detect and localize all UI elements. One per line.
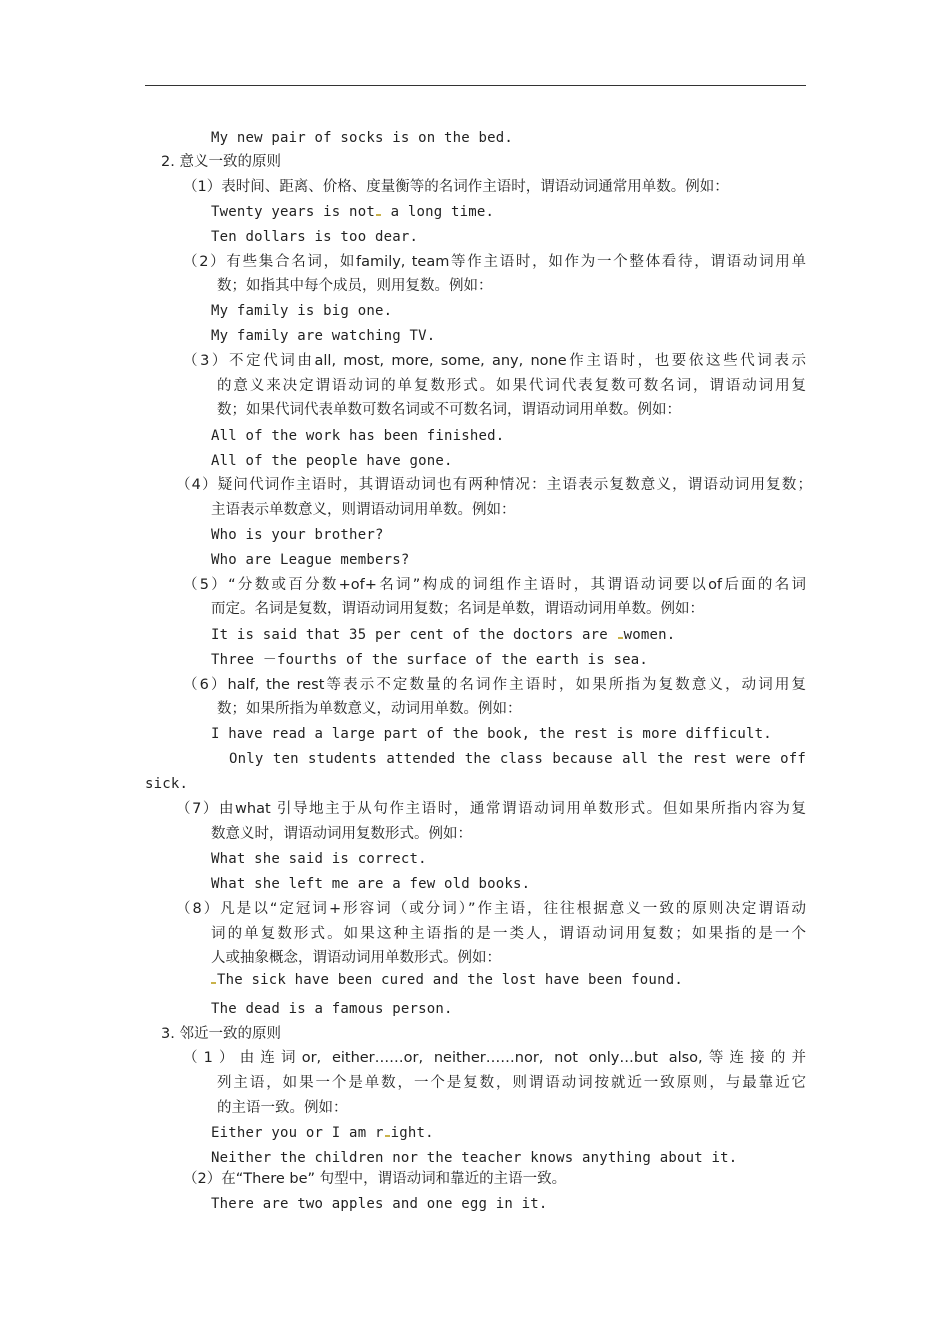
example-sentence: I have read a large part of the book, the rest is more difficult.: [211, 726, 772, 742]
rule-paragraph: 主语表示单数意义，则谓语动词用单数。例如：: [211, 502, 516, 518]
rule-paragraph: 人或抽象概念，谓语动词用单数形式。例如：: [211, 950, 501, 966]
example-sentence: Three －fourths of the surface of the earth is sea.: [211, 652, 649, 668]
example-sentence: The sick have been cured and the lost have been found.: [211, 971, 683, 989]
rule-paragraph: 词的单复数形式。如果这种主语指的是一类人，谓语动词用复数；如果指的是一个: [211, 926, 806, 942]
example-sentence: There are two apples and one egg in it.: [211, 1196, 548, 1212]
example-sentence: Who are League members?: [211, 552, 410, 568]
example-sentence: All of the people have gone.: [211, 453, 453, 469]
header-rule: [145, 85, 806, 86]
rule-paragraph: 列主语，如果一个是单数，一个是复数，则谓语动词按就近一致原则，与最靠近它: [217, 1075, 806, 1091]
rule-paragraph: （6）half, the rest等表示不定数量的名词作主语时，如果所指为复数意义，动词用复: [183, 677, 806, 693]
example-sentence: Twenty years is not a long time.: [211, 204, 495, 220]
section-heading: 3. 邻近一致的原则: [161, 1026, 281, 1042]
rule-paragraph: （7）由what 引导地主于从句作主语时，通常谓语动词用单数形式。但如果所指内容为复: [176, 801, 806, 817]
rule-paragraph: （8）凡是以“定冠词+形容词（或分词）”作主语，往往根据意义一致的原则决定谓语动: [176, 901, 806, 917]
rule-paragraph: （3）不定代词由all, most, more, some, any, none作主语时，也要依这些代词表示: [183, 353, 806, 369]
example-sentence: The dead is a famous person.: [211, 1001, 453, 1017]
example-sentence: Ten dollars is too dear.: [211, 229, 419, 245]
rule-paragraph: 的意义来决定谓语动词的单复数形式。如果代词代表复数可数名词，谓语动词用复: [217, 378, 806, 394]
example-sentence: My new pair of socks is on the bed.: [211, 130, 514, 146]
rule-paragraph: （2）在“There be” 句型中，谓语动词和靠近的主语一致。: [183, 1171, 567, 1187]
example-sentence: Neither the children nor the teacher knows anything about it.: [211, 1150, 738, 1166]
rule-paragraph: 数；如指其中每个成员，则用复数。例如：: [217, 278, 493, 294]
example-sentence: Who is your brother?: [211, 527, 384, 543]
rule-paragraph: 数意义时，谓语动词用复数形式。例如：: [211, 826, 472, 842]
example-sentence: Either you or I am r ight.: [211, 1125, 434, 1141]
example-sentence: What she said is correct.: [211, 851, 427, 867]
rule-paragraph: （1）由连词or, either……or, neither……nor, not only…but also,等连接的并: [183, 1050, 806, 1066]
rule-paragraph: 而定。名词是复数，谓语动词用复数；名词是单数，谓语动词用单数。例如：: [211, 601, 704, 617]
example-sentence: What she left me are a few old books.: [211, 876, 531, 892]
edit-mark: [618, 637, 623, 639]
example-sentence: My family is big one.: [211, 303, 393, 319]
example-sentence: Only ten students attended the class because all the rest were off: [229, 751, 806, 767]
example-sentence: All of the work has been finished.: [211, 428, 505, 444]
edit-mark: [376, 214, 381, 216]
rule-paragraph: （5）“分数或百分数+of+名词”构成的词组作主语时，其谓语动词要以of后面的名词: [183, 577, 806, 593]
example-sentence: sick.: [145, 776, 189, 792]
example-sentence: It is said that 35 per cent of the doctors are women.: [211, 627, 676, 643]
rule-paragraph: 的主语一致。例如：: [217, 1100, 348, 1116]
section-heading: 2. 意义一致的原则: [161, 154, 281, 170]
rule-paragraph: （4）疑问代词作主语时，其谓语动词也有两种情况：主语表示复数意义，谓语动词用复数；: [176, 477, 812, 493]
edit-mark: [385, 1135, 390, 1137]
rule-paragraph: 数；如果代词代表单数可数名词或不可数名词，谓语动词用单数。例如：: [217, 402, 681, 418]
rule-paragraph: （2）有些集合名词，如family, team等作主语时，如作为一个整体看待，谓语动词用单: [183, 254, 806, 270]
example-sentence: My family are watching TV.: [211, 328, 436, 344]
rule-paragraph: （1）表时间、距离、价格、度量衡等的名词作主语时，谓语动词通常用单数。例如：: [183, 179, 729, 195]
rule-paragraph: 数；如果所指为单数意义，动词用单数。例如：: [217, 701, 522, 717]
edit-mark: [211, 982, 216, 984]
